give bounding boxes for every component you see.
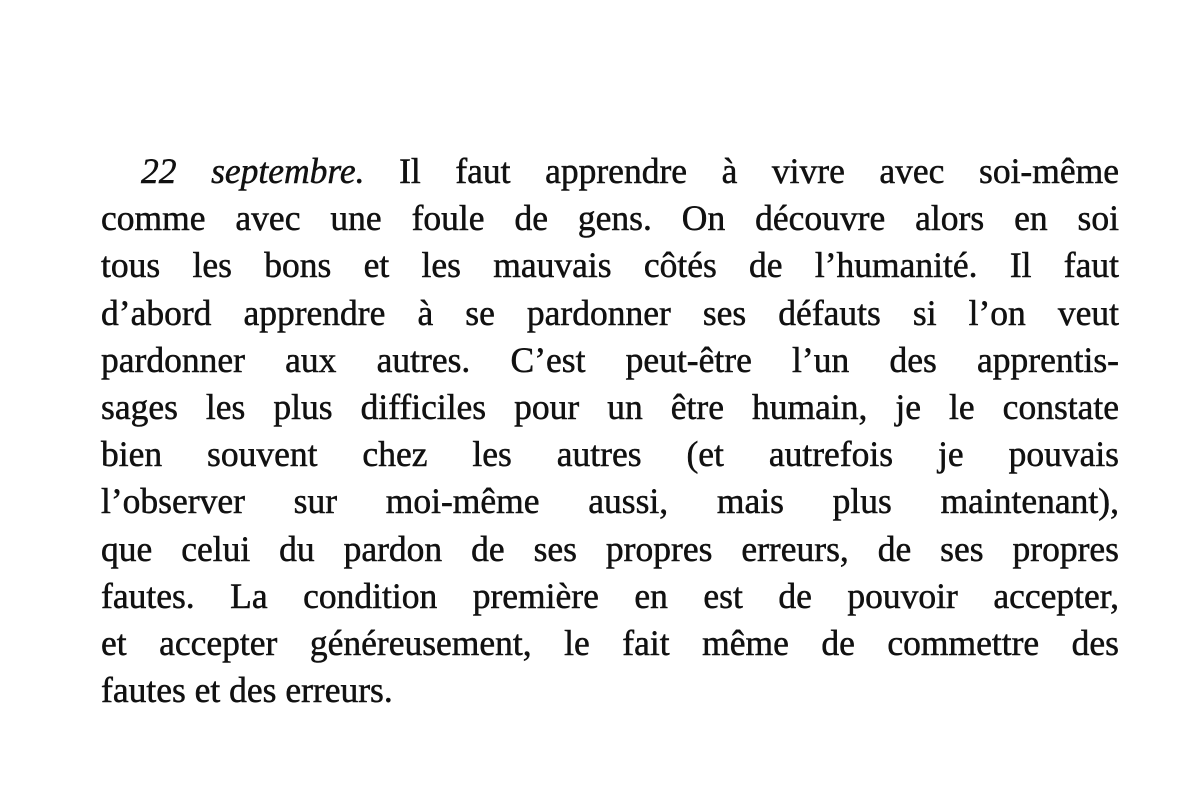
entry-date: 22 septembre.: [141, 151, 365, 191]
text-line: que celui du pardon de ses propres erreurs, de ses propres: [101, 528, 1119, 569]
text-line: pardonner aux autres. C’est peut-être l’un des apprentis-: [101, 339, 1119, 380]
text-line: tous les bons et les mauvais côtés de l’humanité. Il faut: [101, 245, 1119, 286]
diary-entry-paragraph: [101, 148, 1119, 714]
text-line: [101, 148, 1119, 195]
text-line: bien souvent chez les autres (et autrefois je pouvais: [101, 434, 1119, 475]
text-line: comme avec une foule de gens. On découvre alors en soi: [101, 198, 1119, 239]
text-line: sages les plus difficiles pour un être humain, je le constate: [101, 386, 1119, 427]
text-line: fautes et des erreurs.: [101, 670, 393, 711]
text-line: d’abord apprendre à se pardonner ses défauts si l’on veut: [101, 292, 1119, 333]
text-line: fautes. La condition première en est de pouvoir accepter,: [101, 575, 1119, 616]
text-line: et accepter généreusement, le fait même de commettre des: [101, 622, 1119, 663]
first-line-text: Il faut apprendre à vivre avec soi-même: [364, 151, 1119, 191]
text-line: l’observer sur moi-même aussi, mais plus maintenant),: [101, 481, 1119, 522]
